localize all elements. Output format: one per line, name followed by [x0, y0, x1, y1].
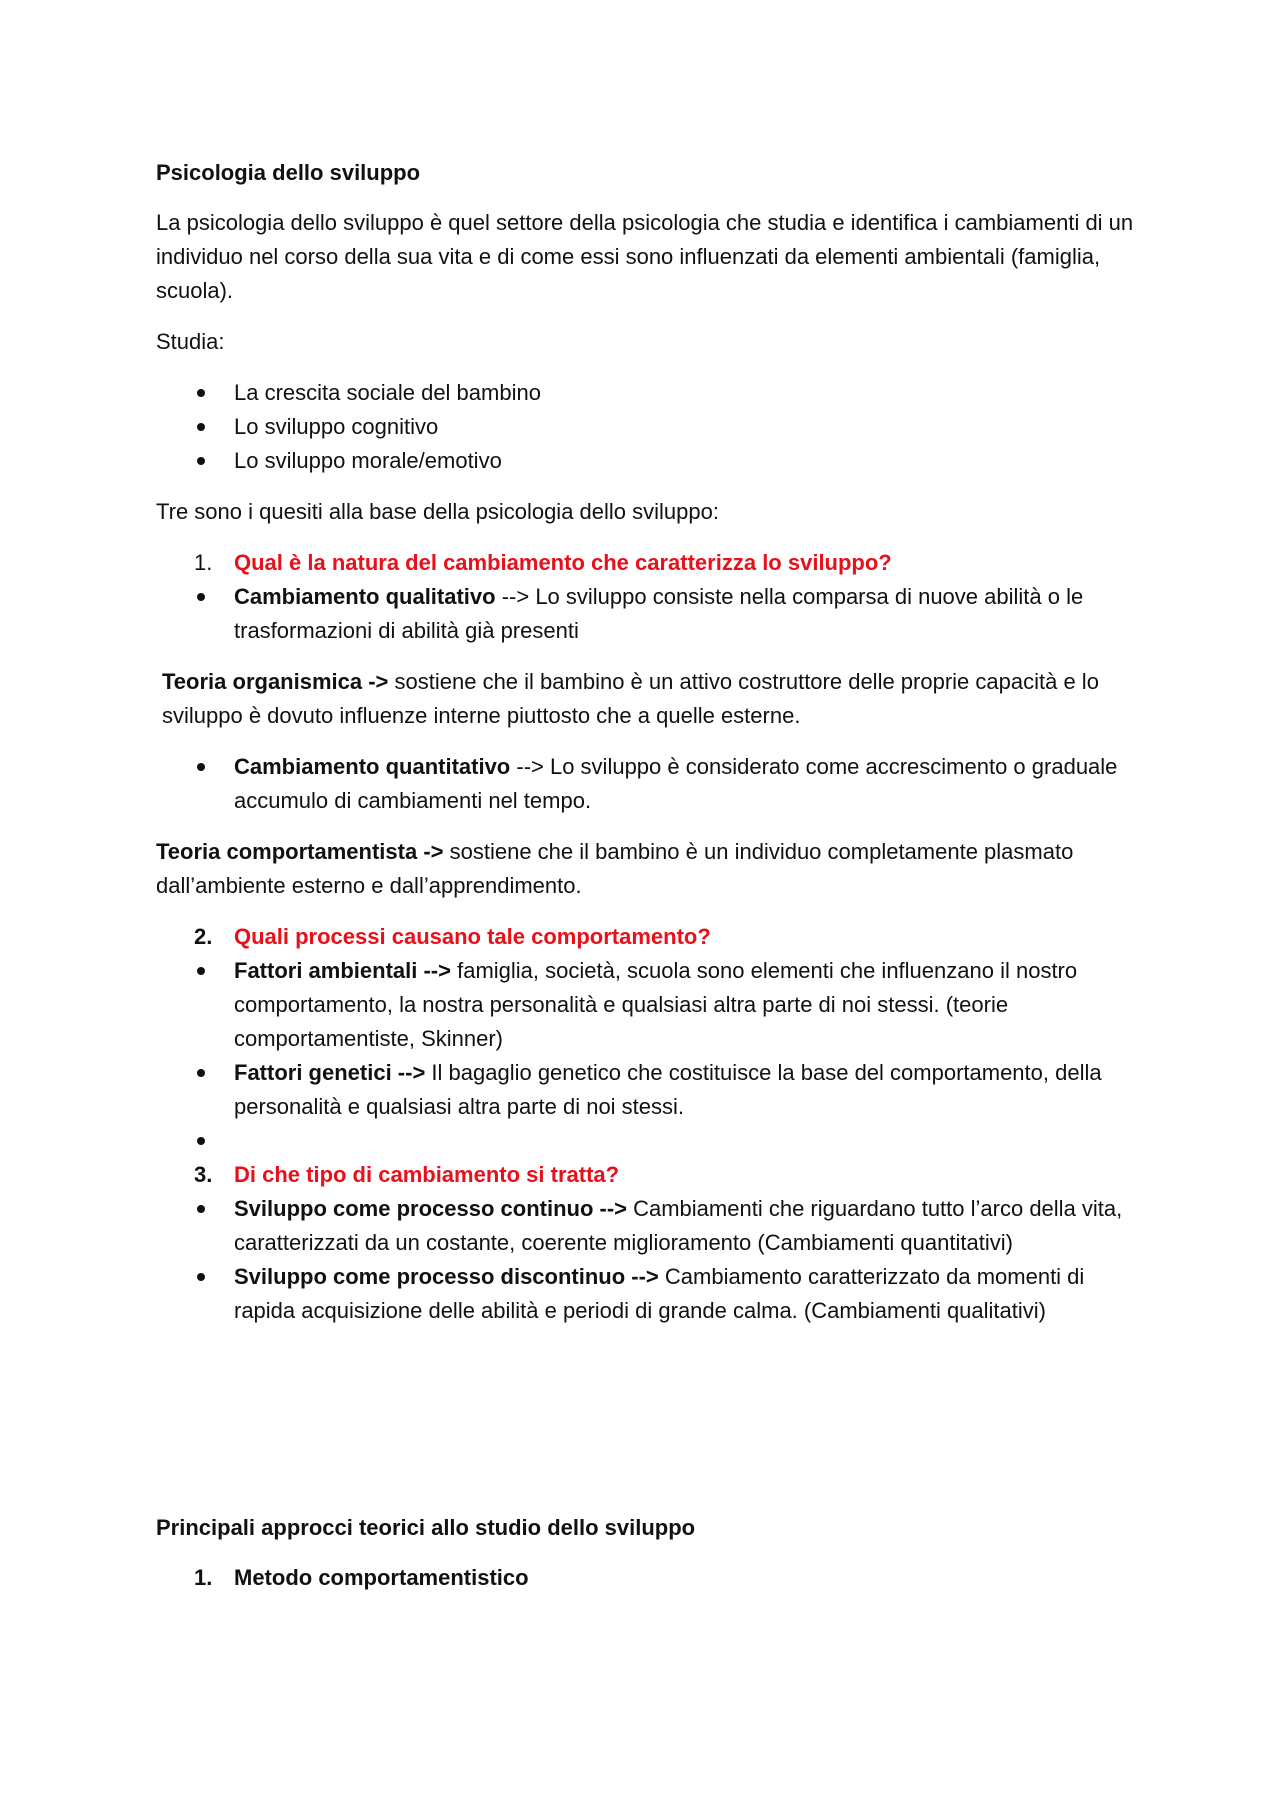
term-text: famiglia, società, scuola sono elementi che influenzano il nostro comportamento, la nostra personalità e qualsiasi altra parte di noi stessi. (teorie comportamentiste, Skinner): [234, 958, 1078, 1051]
item-number: 1.: [194, 1565, 213, 1590]
term-bold: Cambiamento quantitativo: [234, 754, 511, 779]
term-text: Cambiamenti che riguardano tutto l’arco della vita, caratterizzati da un costante, coerente miglioramento (Cambiamenti quantitativi): [234, 1196, 1123, 1255]
doc-title: Psicologia dello sviluppo: [156, 160, 421, 185]
term-text: --> Lo sviluppo consiste nella comparsa di nuove abilità o le trasformazioni di abilità già presenti: [234, 584, 1084, 643]
term-text: Cambiamento caratterizzato da momenti di rapida acquisizione delle abilità e periodi di grande calma. (Cambiamenti qualitativi): [234, 1264, 1085, 1323]
question-number: 2.: [194, 924, 213, 949]
list-item: La crescita sociale del bambino: [156, 376, 1136, 410]
question-text: Quali processi causano tale comportamento?: [234, 924, 711, 949]
empty-list-item: [156, 1124, 1136, 1158]
term-bold: Sviluppo come processo continuo -->: [234, 1196, 627, 1221]
term-text: sostiene che il bambino è un attivo costruttore delle proprie capacità e lo sviluppo è dovuto influenze interne piuttosto che a quelle esterne.: [162, 669, 1099, 728]
section-2-title: Principali approcci teorici allo studio dello sviluppo: [156, 1515, 696, 1540]
list-item: [156, 1192, 1136, 1260]
term-bold: Fattori genetici -->: [234, 1060, 426, 1085]
term-bold: Teoria comportamentista ->: [156, 839, 444, 864]
list-item: [156, 954, 1136, 1056]
term-bold: Fattori ambientali -->: [234, 958, 451, 983]
document-body: [156, 156, 1136, 1612]
intro-paragraph: La psicologia dello sviluppo è quel settore della psicologia che studia e identifica i cambiamenti di un individuo nel corso della sua vita e di come essi sono influenzati da elementi ambientali (famiglia, scuola).: [156, 210, 1134, 303]
question-2: [156, 920, 1136, 954]
question-number: 3.: [194, 1162, 213, 1187]
list-item: [156, 750, 1136, 818]
question-3: [156, 1158, 1136, 1192]
list-item: Lo sviluppo morale/emotivo: [156, 444, 1136, 478]
term-bold: Sviluppo come processo discontinuo -->: [234, 1264, 659, 1289]
list-item: [156, 1260, 1136, 1328]
theory-paragraph: [156, 835, 1136, 903]
section-2-list: [156, 1561, 1136, 1595]
list-item: [156, 580, 1136, 648]
studia-list: [156, 376, 1136, 478]
section-2-item: [156, 1561, 1136, 1595]
vertical-spacer: [156, 1345, 1136, 1511]
term-bold: Cambiamento qualitativo: [234, 584, 496, 609]
question-1-list-b: [156, 750, 1136, 818]
term-bold: Teoria organismica ->: [162, 669, 389, 694]
theory-paragraph: [156, 665, 1136, 733]
term-text: Il bagaglio genetico che costituisce la base del comportamento, della personalità e qualsiasi altra parte di noi stessi.: [234, 1060, 1102, 1119]
question-2-3-list: [156, 920, 1136, 1328]
question-1: [156, 546, 1136, 580]
studia-label: Studia:: [156, 329, 225, 354]
term-text: sostiene che il bambino è un individuo completamente plasmato dall’ambiente esterno e dall’apprendimento.: [156, 839, 1074, 898]
term-text: --> Lo sviluppo è considerato come accrescimento o graduale accumulo di cambiamenti nel tempo.: [234, 754, 1118, 813]
list-item: [156, 1056, 1136, 1124]
list-item: Lo sviluppo cognitivo: [156, 410, 1136, 444]
question-number: 1.: [194, 550, 213, 575]
question-1-list: [156, 546, 1136, 648]
question-text: Di che tipo di cambiamento si tratta?: [234, 1162, 620, 1187]
item-label: Metodo comportamentistico: [234, 1565, 529, 1590]
quesiti-intro: Tre sono i quesiti alla base della psicologia dello sviluppo:: [156, 499, 719, 524]
question-text: Qual è la natura del cambiamento che caratterizza lo sviluppo?: [234, 550, 892, 575]
